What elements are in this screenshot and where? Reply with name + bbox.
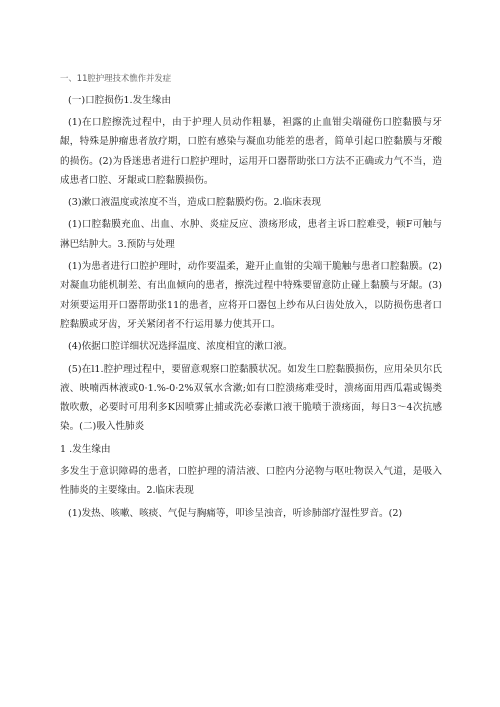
paragraph: (3)漱口液温度或浓度不当，造成口腔黏膜灼伤。2.临床表现 [68, 197, 321, 209]
section-heading: 一、11腔护理技术憔作并发症 [60, 73, 172, 83]
cause-heading: 1 .发生缘由 [60, 443, 111, 455]
paragraph: (1)口腔黏膜充血、出血、水肿、炎症反应、溃疡形成，患者主诉口腔难受，顿F可触与淋巴结肿大。3.预防与处理 [60, 219, 442, 250]
paragraph: (1)在口腔擦洗过程中，由于护理人员动作粗暴，袒露的止血钳尖端碰伤口腔黏膜与牙龈，特殊是肿瘤患者放疗期，口腔有感染与凝血功能差的患者，简单引起口腔黏膜与牙酸的损伤。(2)为昏迷患者进行口腔护理时，运用开口器帮助张口方法不正确或力气不当，造成患者口腔、牙龈或口腔黏膜损伤。 [60, 117, 442, 186]
subsection-heading: (一)口腔损伤1.发生缘由 [68, 95, 171, 106]
paragraph: (1)为患者进行口腔护理时，动作要温柔，避开止血钳的尖端干脆触与患者口腔黏膜。(2)对凝血功能机制差、有出血倾向的患者，擦洗过程中特殊要留意防止碰上黏膜与牙龈。(3)对须要运用开口器帮助张11的患者，应将开口器包上纱布从臼齿处放入，以防损伤患者口腔黏膜或牙齿，牙关紧闭者不行运用暴力使其开口。 [60, 261, 442, 330]
paragraph: (1)发热、咳嗽、咳痰、气促与胸痛等，叩诊呈浊音，听诊肺部疗湿性罗音。(2) [68, 507, 403, 519]
paragraph: (4)依据口腔详细状况选择温度、浓度相宜的漱口液。 [68, 341, 293, 353]
paragraph: 多发生于意识障碍的患者，口腔护理的清洁液、口腔内分泌物与呕吐物误入气道，是吸入性肺炎的主要缘由。2.临床表现 [60, 466, 442, 497]
paragraph: (5)在l1.腔护理过程中，要留意观察口腔黏膜状况。如发生口腔黏膜损伤，应用朵贝尔氏液、映喃西林液或0·1.%-0·2%双氧水含漱;如有口腔溃疡难受时，溃疡面用西瓜霜或锡类散吹敷，必要时可用利多K因喷雾止捕或洗必泰漱口液干脆喷于溃疡面，每日3～4次抗感染。(二)吸入性肺炎 [60, 363, 442, 433]
